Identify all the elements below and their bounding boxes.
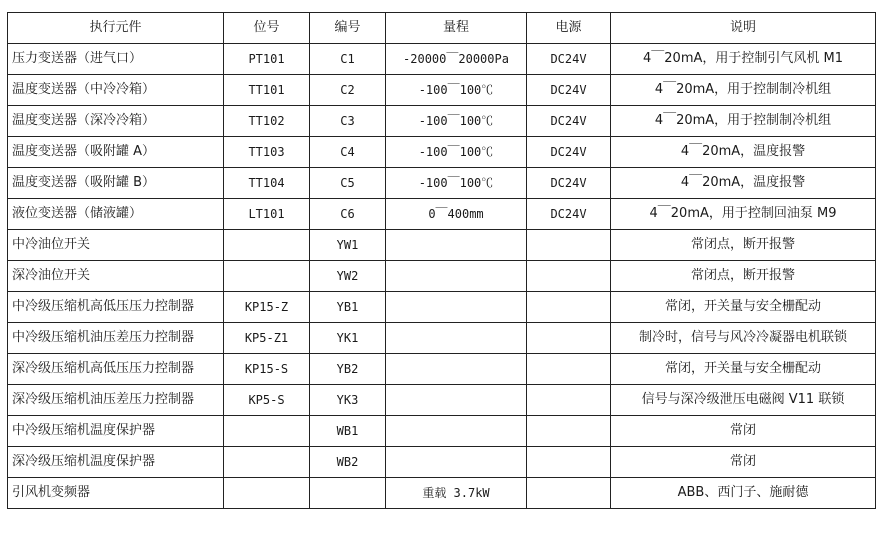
cell-range [386,385,527,416]
spec-table-container [7,12,876,509]
cell-range: -100￣100℃ [386,168,527,199]
cell-element: 中冷级压缩机高低压压力控制器 [8,292,224,323]
cell-note: 4￣20mA，用于控制制冷机组 [611,75,876,106]
cell-note: 常闭 [611,416,876,447]
cell-range: 0￣400mm [386,199,527,230]
cell-code: C6 [310,199,386,230]
cell-tag: KP5-S [224,385,310,416]
cell-power: DC24V [527,106,611,137]
table-row [8,416,876,447]
table-row [8,199,876,230]
cell-code: C3 [310,106,386,137]
cell-power [527,323,611,354]
cell-note: 4￣20mA，用于控制制冷机组 [611,106,876,137]
cell-code: WB2 [310,447,386,478]
cell-range: 重载 3.7kW [386,478,527,509]
cell-range [386,261,527,292]
table-row [8,354,876,385]
header-tag: 位号 [224,13,310,44]
cell-range [386,292,527,323]
table-row [8,323,876,354]
table-row [8,137,876,168]
cell-note: 制冷时，信号与风冷冷凝器电机联锁 [611,323,876,354]
cell-tag: LT101 [224,199,310,230]
cell-power [527,292,611,323]
cell-range [386,416,527,447]
cell-note: ABB、西门子、施耐德 [611,478,876,509]
cell-power [527,478,611,509]
cell-code: C1 [310,44,386,75]
cell-tag [224,416,310,447]
cell-element: 压力变送器（进气口） [8,44,224,75]
header-note: 说明 [611,13,876,44]
table-row [8,447,876,478]
cell-note: 4￣20mA，温度报警 [611,168,876,199]
cell-tag: TT102 [224,106,310,137]
cell-power [527,385,611,416]
cell-element: 温度变送器（吸附罐 A） [8,137,224,168]
table-header-row [8,13,876,44]
table-row [8,292,876,323]
cell-code: C4 [310,137,386,168]
cell-element: 中冷级压缩机油压差压力控制器 [8,323,224,354]
cell-range: -100￣100℃ [386,137,527,168]
cell-code: YB2 [310,354,386,385]
cell-element: 温度变送器（深冷冷箱） [8,106,224,137]
cell-power [527,416,611,447]
cell-code [310,478,386,509]
cell-element: 引风机变频器 [8,478,224,509]
cell-element: 深冷级压缩机油压差压力控制器 [8,385,224,416]
cell-tag: KP15-Z [224,292,310,323]
cell-note: 4￣20mA，用于控制回油泵 M9 [611,199,876,230]
cell-code: WB1 [310,416,386,447]
table-row [8,75,876,106]
cell-code: C2 [310,75,386,106]
cell-range: -20000￣20000Pa [386,44,527,75]
cell-range: -100￣100℃ [386,106,527,137]
cell-power: DC24V [527,44,611,75]
cell-tag: KP15-S [224,354,310,385]
cell-range [386,354,527,385]
table-row [8,44,876,75]
cell-note: 常闭点，断开报警 [611,261,876,292]
table-row [8,106,876,137]
cell-code: C5 [310,168,386,199]
cell-tag [224,261,310,292]
cell-power [527,230,611,261]
cell-tag [224,230,310,261]
cell-note: 常闭，开关量与安全栅配动 [611,354,876,385]
cell-element: 中冷油位开关 [8,230,224,261]
cell-range [386,230,527,261]
cell-tag [224,447,310,478]
cell-power: DC24V [527,75,611,106]
cell-range [386,323,527,354]
cell-range: -100￣100℃ [386,75,527,106]
cell-note: 4￣20mA，用于控制引气风机 M1 [611,44,876,75]
cell-element: 深冷油位开关 [8,261,224,292]
cell-element: 深冷级压缩机温度保护器 [8,447,224,478]
cell-tag: KP5-Z1 [224,323,310,354]
cell-code: YB1 [310,292,386,323]
cell-note: 常闭点，断开报警 [611,230,876,261]
cell-range [386,447,527,478]
table-row [8,168,876,199]
table-row [8,478,876,509]
header-range: 量程 [386,13,527,44]
cell-code: YW1 [310,230,386,261]
header-element: 执行元件 [8,13,224,44]
header-code: 编号 [310,13,386,44]
cell-element: 温度变送器（中冷冷箱） [8,75,224,106]
cell-tag: TT103 [224,137,310,168]
table-row [8,385,876,416]
cell-power [527,447,611,478]
header-power: 电源 [527,13,611,44]
instrument-spec-table [7,12,876,509]
cell-code: YW2 [310,261,386,292]
cell-tag: PT101 [224,44,310,75]
cell-element: 深冷级压缩机高低压压力控制器 [8,354,224,385]
cell-note: 信号与深冷级泄压电磁阀 V11 联锁 [611,385,876,416]
cell-power [527,261,611,292]
cell-note: 常闭 [611,447,876,478]
cell-element: 温度变送器（吸附罐 B） [8,168,224,199]
cell-power: DC24V [527,199,611,230]
table-row [8,230,876,261]
cell-code: YK3 [310,385,386,416]
cell-power: DC24V [527,168,611,199]
cell-tag: TT104 [224,168,310,199]
cell-tag [224,478,310,509]
cell-element: 液位变送器（储液罐） [8,199,224,230]
table-row [8,261,876,292]
cell-note: 常闭，开关量与安全栅配动 [611,292,876,323]
cell-element: 中冷级压缩机温度保护器 [8,416,224,447]
cell-tag: TT101 [224,75,310,106]
cell-power: DC24V [527,137,611,168]
cell-code: YK1 [310,323,386,354]
cell-note: 4￣20mA，温度报警 [611,137,876,168]
cell-power [527,354,611,385]
